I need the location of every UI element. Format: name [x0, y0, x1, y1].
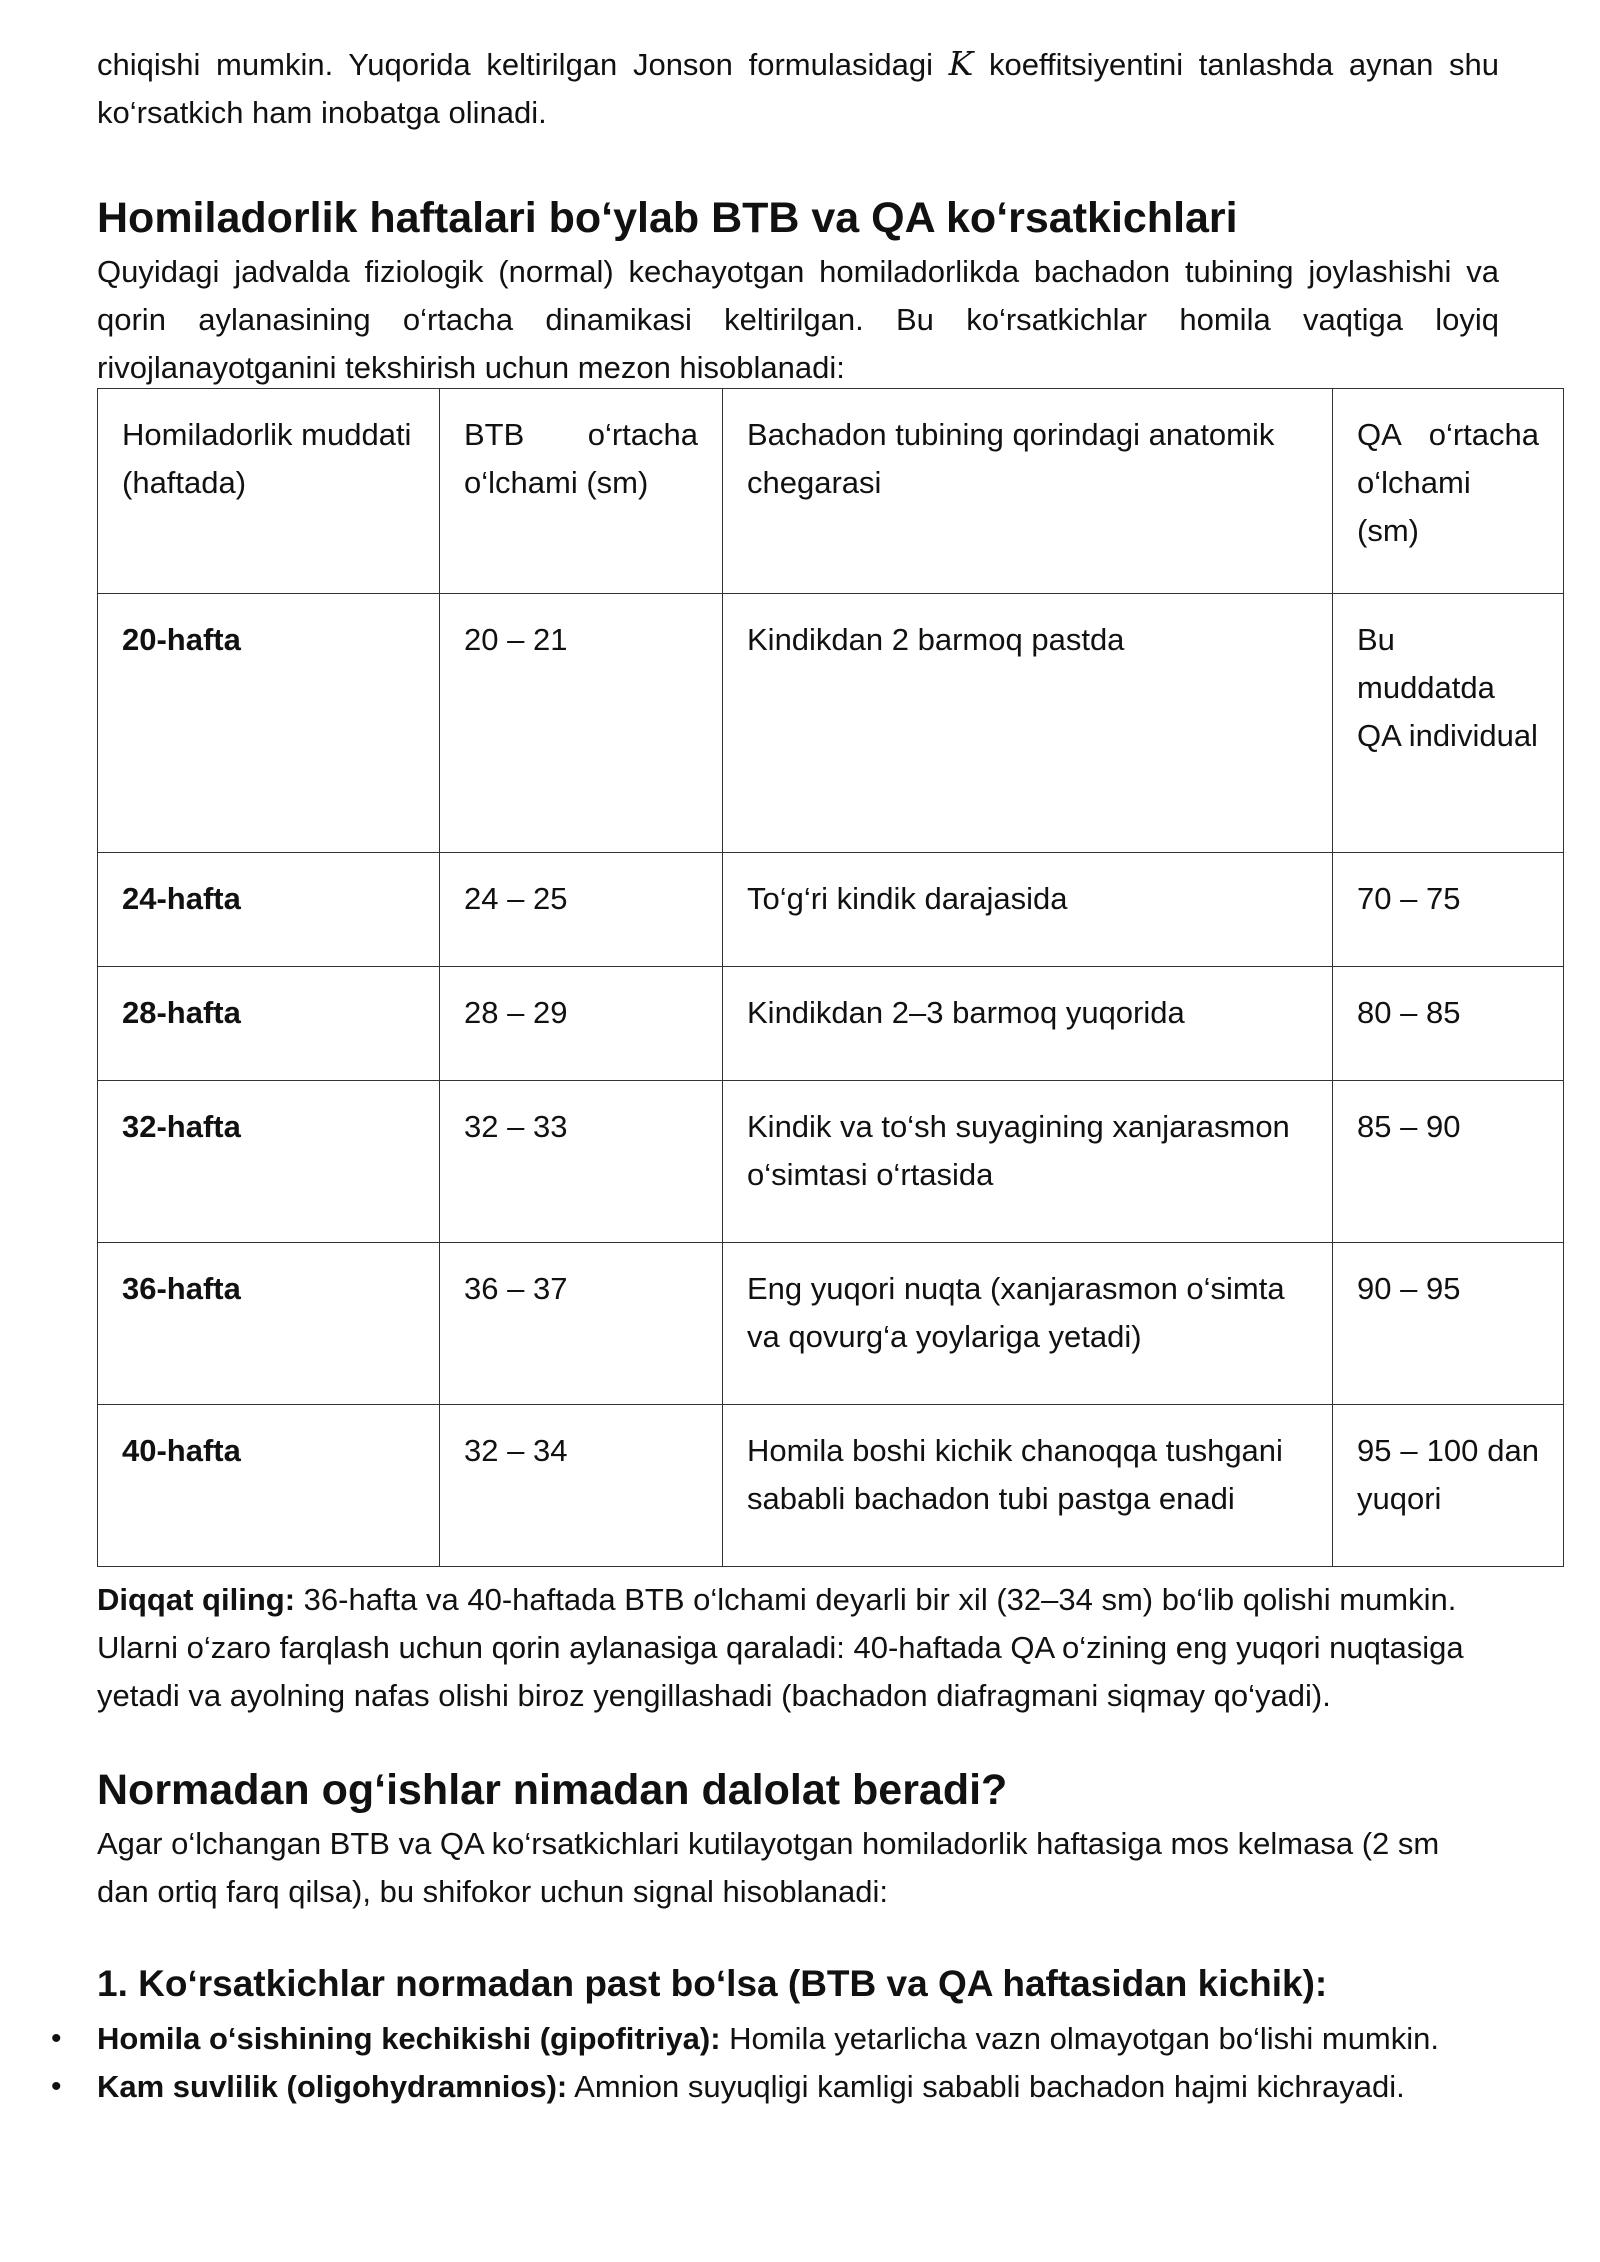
section-heading-1: Homiladorlik haftalari bo‘ylab BTB va QA ko‘rsatkichlari	[97, 194, 1238, 242]
section-heading-2: Normadan og‘ishlar nimadan dalolat beradi?	[97, 1766, 1008, 1814]
cell-qa: 90 – 95	[1333, 1243, 1564, 1405]
intro-text-before: chiqishi mumkin. Yuqorida keltirilgan Jonson formulasidagi	[97, 47, 949, 82]
data-table	[97, 388, 1564, 1567]
note-paragraph	[97, 1576, 1499, 1720]
list-item	[51, 2063, 1499, 2111]
table-row	[98, 1405, 1564, 1567]
cell-boundary: Kindikdan 2 barmoq pastda	[723, 594, 1333, 853]
cell-qa: 70 – 75	[1333, 853, 1564, 967]
header-cell-qa: QA o‘rtacha o‘lchami (sm)	[1333, 389, 1564, 594]
cell-qa: 85 – 90	[1333, 1081, 1564, 1243]
cell-qa: 80 – 85	[1333, 967, 1564, 1081]
section-2-paragraph: Agar o‘lchangan BTB va QA ko‘rsatkichlari kutilayotgan homiladorlik haftasiga mos kelmasa (2 sm dan ortiq farq qilsa), bu shifokor uchun signal hisoblanadi:	[97, 1826, 1440, 1909]
list-item-text: Homila yetarlicha vazn olmayotgan bo‘lishi mumkin.	[720, 2021, 1439, 2056]
intro-text-after: koeffitsiyentini tanlashda aynan shu ko‘rsatkich ham inobatga olinadi.	[97, 47, 1499, 130]
cell-boundary: Kindik va to‘sh suyagining xanjarasmon o‘simtasi o‘rtasida	[723, 1081, 1333, 1243]
cell-boundary: Eng yuqori nuqta (xanjarasmon o‘simta va qovurg‘a yoylariga yetadi)	[723, 1243, 1333, 1405]
header-cell-btb: BTB o‘rtacha o‘lchami (sm)	[440, 389, 723, 594]
table-row	[98, 1243, 1564, 1405]
cell-qa: 95 – 100 dan yuqori	[1333, 1405, 1564, 1567]
cell-boundary: To‘g‘ri kindik darajasida	[723, 853, 1333, 967]
cell-qa: Bu muddatda QA individual	[1333, 594, 1564, 853]
bullet-marker: •	[51, 2022, 62, 2055]
cell-week: 28-hafta	[98, 967, 440, 1081]
header-cell-boundary: Bachadon tubining qorindagi anatomik chegarasi	[723, 389, 1333, 594]
cell-btb: 24 – 25	[440, 853, 723, 967]
intro-paragraph	[97, 40, 1499, 137]
cell-week: 20-hafta	[98, 594, 440, 853]
cell-btb: 28 – 29	[440, 967, 723, 1081]
table-header-row	[98, 389, 1564, 594]
table-wrapper	[97, 388, 1564, 1567]
table-row	[98, 1081, 1564, 1243]
note-text: 36-hafta va 40-haftada BTB o‘lchami deyarli bir xil (32–34 sm) bo‘lib qolishi mumkin. Ularni o‘zaro farqlash uchun qorin aylanasiga qaraladi: 40-haftada QA o‘zining eng yuqori nuqtasiga yetadi va ayolning nafas olishi biroz yengillashadi (bachadon diafragmani siqmay qo‘yadi).	[97, 1582, 1464, 1713]
bullet-marker: •	[51, 2070, 62, 2103]
cell-week: 36-hafta	[98, 1243, 440, 1405]
list-item-label: Kam suvlilik (oligohydramnios):	[97, 2069, 568, 2104]
list-item-label: Homila o‘sishining kechikishi (gipofitriya):	[97, 2021, 721, 2056]
header-cell-term: Homiladorlik muddati (haftada)	[98, 389, 440, 594]
cell-boundary: Kindikdan 2–3 barmoq yuqorida	[723, 967, 1333, 1081]
table-row	[98, 967, 1564, 1081]
cell-week: 40-hafta	[98, 1405, 440, 1567]
section-1-paragraph: Quyidagi jadvalda fiziologik (normal) kechayotgan homiladorlikda bachadon tubining joylashishi va qorin aylanasining o‘rtacha dinamikasi keltirilgan. Bu ko‘rsatkichlar homila vaqtiga loyiq rivojlanayotganini tekshirish uchun mezon hisoblanadi:	[97, 254, 1499, 385]
list-item-text: Amnion suyuqligi kamligi sababli bachadon hajmi kichrayadi.	[567, 2069, 1405, 2104]
cell-btb: 32 – 34	[440, 1405, 723, 1567]
table-row	[98, 594, 1564, 853]
formula-variable: K	[948, 44, 974, 83]
cell-boundary: Homila boshi kichik chanoqqa tushgani sababli bachadon tubi pastga enadi	[723, 1405, 1333, 1567]
table-row	[98, 853, 1564, 967]
cell-btb: 36 – 37	[440, 1243, 723, 1405]
subheading-low-values: 1. Ko‘rsatkichlar normadan past bo‘lsa (BTB va QA haftasidan kichik):	[97, 1963, 1328, 2004]
bullet-list	[51, 2015, 1499, 2111]
cell-week: 24-hafta	[98, 853, 440, 967]
cell-btb: 20 – 21	[440, 594, 723, 853]
list-item	[51, 2015, 1499, 2063]
cell-week: 32-hafta	[98, 1081, 440, 1243]
cell-btb: 32 – 33	[440, 1081, 723, 1243]
note-label: Diqqat qiling:	[97, 1582, 296, 1617]
